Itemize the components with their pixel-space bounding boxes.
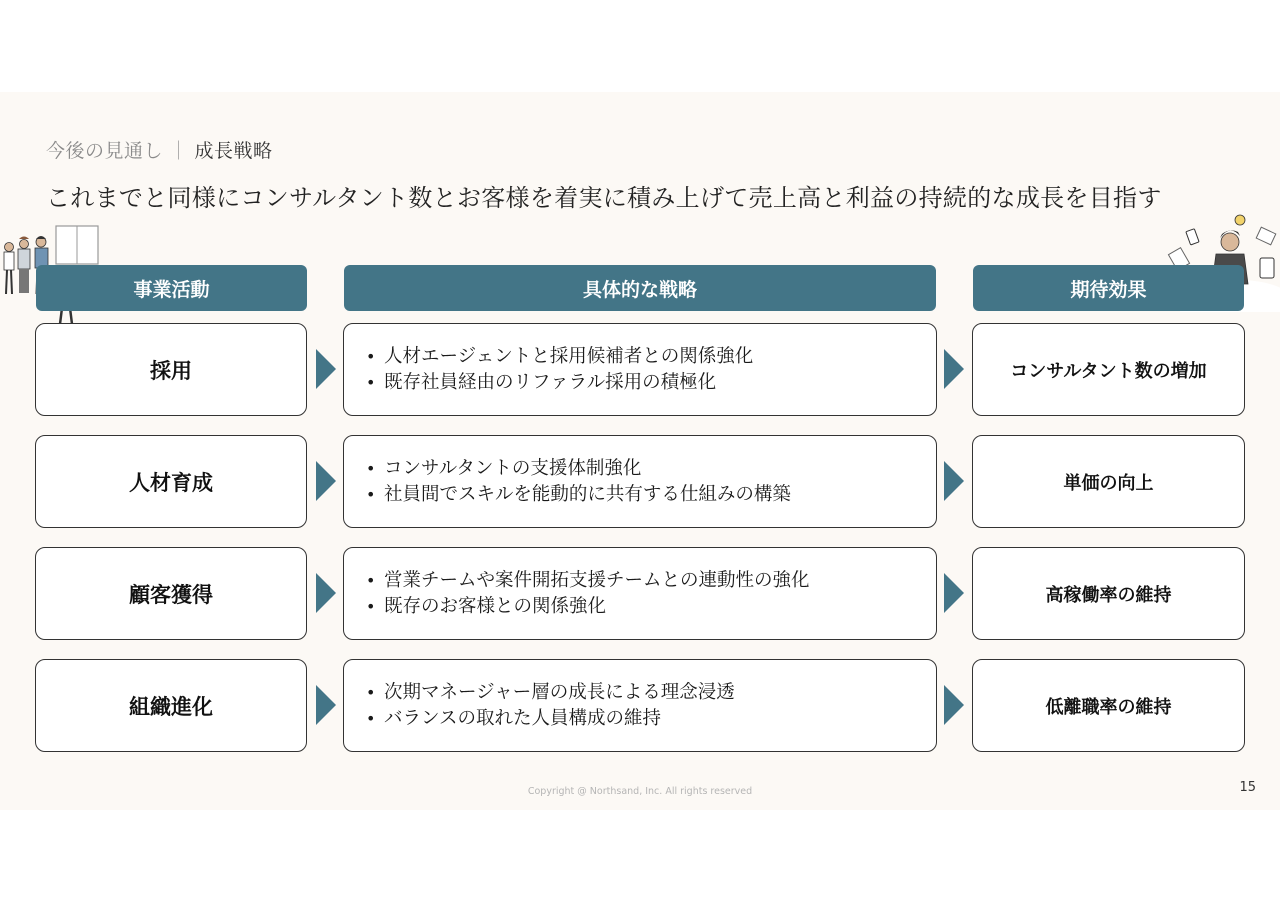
copyright: Copyright @ Northsand, Inc. All rights reserved <box>527 786 753 797</box>
strategy-item: • 既存のお客様との関係強化 <box>366 594 810 620</box>
activity-label: 組織進化 <box>129 694 213 719</box>
activity-card <box>35 547 307 640</box>
strategy-card <box>343 435 937 528</box>
page-number: 15 <box>1239 780 1256 795</box>
effect-label: 高稼働率の維持 <box>1045 584 1172 606</box>
strategy-card <box>343 323 937 416</box>
activity-label: 人材育成 <box>129 470 213 495</box>
strategy-item: • バランスの取れた人員構成の維持 <box>366 706 735 732</box>
column-header-strategy: 具体的な戦略 <box>344 265 936 311</box>
strategy-item: • 営業チームや案件開拓支援チームとの連動性の強化 <box>366 568 810 594</box>
effect-label: コンサルタント数の増加 <box>1010 360 1207 382</box>
strategy-item: • コンサルタントの支援体制強化 <box>366 456 791 482</box>
breadcrumb-current: 成長戦略 <box>194 140 273 162</box>
page-title: これまでと同様にコンサルタント数とお客様を着実に積み上げて売上高と利益の持続的な成長を目指す <box>46 184 1162 212</box>
strategy-list <box>366 680 735 732</box>
effect-card <box>972 659 1245 752</box>
activity-label: 採用 <box>150 358 192 383</box>
arrow-right-icon <box>316 461 336 501</box>
activity-card <box>35 323 307 416</box>
slide <box>0 92 1280 810</box>
activity-label: 顧客獲得 <box>129 582 213 607</box>
breadcrumb <box>46 136 273 163</box>
arrow-right-icon <box>316 573 336 613</box>
column-header-effect: 期待効果 <box>973 265 1244 311</box>
strategy-list <box>366 344 753 396</box>
arrow-right-icon <box>944 349 964 389</box>
effect-label: 単価の向上 <box>1063 472 1154 494</box>
strategy-list <box>366 568 810 620</box>
effect-label: 低離職率の維持 <box>1045 696 1172 718</box>
arrow-right-icon <box>944 461 964 501</box>
strategy-card <box>343 659 937 752</box>
strategy-item: • 社員間でスキルを能動的に共有する仕組みの構築 <box>366 482 791 508</box>
strategy-item: • 既存社員経由のリファラル採用の積極化 <box>366 370 753 396</box>
breadcrumb-section: 今後の見通し <box>46 140 164 162</box>
arrow-right-icon <box>944 573 964 613</box>
effect-card <box>972 323 1245 416</box>
activity-card <box>35 659 307 752</box>
strategy-card <box>343 547 937 640</box>
arrow-right-icon <box>316 685 336 725</box>
strategy-item: • 人材エージェントと採用候補者との関係強化 <box>366 344 753 370</box>
effect-card <box>972 547 1245 640</box>
column-header-activity: 事業活動 <box>36 265 307 311</box>
arrow-right-icon <box>316 349 336 389</box>
strategy-item: • 次期マネージャー層の成長による理念浸透 <box>366 680 735 706</box>
activity-card <box>35 435 307 528</box>
strategy-list <box>366 456 791 508</box>
arrow-right-icon <box>944 685 964 725</box>
effect-card <box>972 435 1245 528</box>
breadcrumb-separator: ｜ <box>169 140 189 162</box>
